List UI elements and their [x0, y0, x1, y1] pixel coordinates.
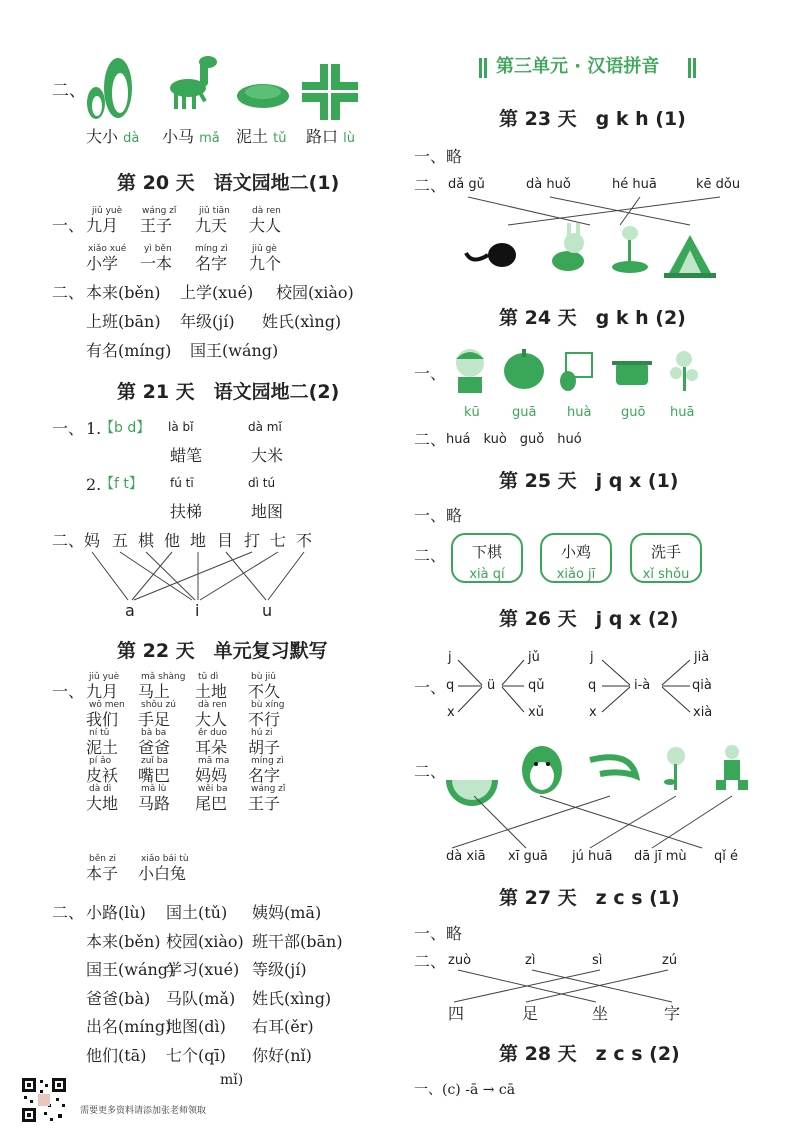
picture-word-4: [306, 129, 355, 145]
answer-item: 班干部(bān): [252, 931, 343, 951]
picture-word-2: [162, 129, 220, 145]
pinyin: fú tī: [170, 476, 194, 490]
vowel: u: [262, 601, 273, 620]
letter-bracket: 【f t】: [100, 476, 143, 492]
char: 棋: [138, 531, 155, 550]
pinyin: wáng zǐ: [251, 784, 286, 794]
answer-item: 有名(míng): [86, 341, 172, 360]
answer-line: 一、(c) -ā → cā: [414, 1082, 516, 1098]
answer-item: 国王(wáng): [190, 341, 279, 360]
word: 爸爸: [138, 738, 171, 757]
word: 大人: [249, 216, 282, 235]
item-number: 1.: [86, 419, 102, 438]
word: 妈妈: [195, 766, 228, 785]
word: 土地: [195, 682, 228, 701]
pinyin: jú huā: [572, 849, 613, 864]
answer-item: 校园(xiào): [276, 283, 354, 302]
initial: j: [590, 650, 594, 665]
pinyin: xiǎo bái tù: [141, 854, 189, 864]
answer-item: 年级(jí): [180, 312, 235, 331]
d27-matching: [440, 968, 700, 1006]
penguin-image: [522, 746, 562, 794]
pinyin: guā: [512, 405, 537, 420]
pinyin: guō: [621, 405, 646, 420]
pinyin: hé huā: [612, 177, 657, 192]
word: 蜡笔: [170, 446, 203, 465]
answer-item: 学习(xué): [166, 960, 240, 979]
pinyin: hú zi: [251, 728, 273, 738]
pinyin: bù jiǔ: [251, 672, 276, 682]
char: 七: [270, 531, 287, 550]
word-pinyin: lù: [343, 131, 355, 146]
word: 小白兔: [138, 864, 187, 883]
pinyin: mā ma: [198, 756, 230, 766]
crossroad-image: [302, 64, 358, 120]
rabbit-drum-image: [552, 223, 584, 271]
spelling-diagram: [440, 648, 730, 724]
answer-item: 他们(tā): [86, 1045, 147, 1065]
answer-item: 七个(qī): [166, 1045, 226, 1065]
word: 皮袄: [86, 766, 119, 785]
pinyin: yì běn: [144, 244, 172, 254]
day27-title: 第 27 天 z c s (1): [499, 887, 680, 909]
word: 马上: [138, 682, 171, 701]
cut-off-text: mǐ): [220, 1072, 244, 1088]
pot-image: [612, 361, 652, 385]
answer-box: [451, 533, 523, 583]
word-cn: 泥土: [236, 127, 269, 146]
pinyin: kē dǒu: [696, 177, 741, 192]
answer-item: 校园(xiào): [166, 931, 244, 951]
initial: x: [447, 705, 455, 720]
word: 九天: [195, 216, 228, 235]
picture-word-3: [236, 129, 286, 145]
pinyin: xī guā: [508, 849, 548, 864]
section-marker: 二、: [414, 952, 447, 971]
section-marker: 二、: [414, 176, 447, 195]
syllable: xià: [693, 705, 713, 720]
pinyin: zuò: [448, 953, 472, 968]
pinyin: là bǐ: [168, 420, 194, 434]
section-marker: 一、略: [414, 506, 463, 525]
word: 胡子: [248, 738, 281, 757]
pinyin: wǒ men: [89, 700, 125, 710]
day25-title: 第 25 天 j q x (1): [499, 470, 679, 492]
word: 大地: [86, 794, 119, 813]
answer-item: 爸爸(bà): [86, 988, 151, 1008]
word: 名字: [195, 254, 228, 273]
pinyin: kū: [464, 405, 480, 420]
day21-title: 第 21 天 语文园地二(2): [117, 381, 340, 403]
pinyin: míng zì: [251, 756, 284, 766]
picture-row: [78, 48, 398, 123]
letter-bracket: 【b d】: [100, 420, 151, 436]
pinyin: wáng zǐ: [142, 206, 177, 216]
day24-title: 第 24 天 g k h (2): [499, 307, 686, 329]
pinyin: dà ren: [252, 206, 281, 216]
pinyin: jiǔ yuè: [89, 672, 120, 682]
crying-child-image: [456, 349, 484, 393]
horse-image: [170, 56, 217, 109]
word: 马路: [138, 794, 171, 813]
answer-item: 国土(tǔ): [166, 903, 228, 922]
answer-item: 马队(mǎ): [166, 988, 236, 1008]
word-cn: 大小: [86, 127, 119, 146]
pinyin: sì: [592, 953, 603, 968]
d24-pictures: [440, 343, 710, 395]
initial: q: [588, 678, 597, 693]
mud-image: [237, 84, 289, 108]
pinyin: mǎ lù: [141, 784, 167, 794]
word: 名字: [248, 766, 281, 785]
syllable: jǔ: [528, 650, 540, 665]
answer-item: 上班(bān): [86, 312, 161, 331]
footer-note: 需要更多资料请添加张老师领取: [80, 1106, 207, 1116]
section-marker: 一、: [52, 682, 85, 701]
section-marker: 一、: [414, 364, 447, 383]
syllable: xǔ: [528, 705, 544, 720]
pinyin: qǐ é: [714, 849, 738, 864]
day23-title: 第 23 天 g k h (1): [499, 108, 686, 130]
pinyin: jiǔ tiān: [199, 206, 230, 216]
shrimp-image: [590, 757, 636, 776]
pinyin: mǎ shàng: [141, 672, 186, 682]
pinyin: zì: [525, 953, 536, 968]
pinyin: dà ren: [198, 700, 227, 710]
pinyin: huà: [567, 405, 592, 420]
char: 不: [296, 531, 313, 550]
pinyin: jiǔ gè: [252, 244, 277, 254]
answer-item: 本来(běn): [86, 931, 161, 951]
section-marker: 二、: [414, 546, 447, 565]
painting-image: [560, 353, 592, 391]
section-marker: 二、: [52, 531, 85, 550]
answer-item: 姨妈(mā): [252, 903, 322, 922]
pinyin: huā: [670, 405, 695, 420]
section-marker: 二、: [52, 903, 85, 922]
char: 目: [217, 531, 234, 550]
d26-matching: [440, 740, 760, 852]
char: 五: [112, 531, 129, 550]
answer-box: [540, 533, 612, 583]
section-marker: 二、: [52, 81, 86, 101]
pinyin: tǔ dì: [198, 672, 219, 682]
day20-title: 第 20 天 语文园地二(1): [117, 172, 340, 194]
char: 地: [190, 531, 207, 550]
day26-title: 第 26 天 j q x (2): [499, 608, 679, 630]
vowel: a: [125, 601, 135, 620]
char: 他: [164, 531, 181, 550]
pinyin: zuǐ ba: [141, 756, 169, 766]
char: 妈: [84, 531, 101, 550]
word-pinyin: tǔ: [273, 131, 287, 146]
pumpkin-image: [504, 349, 544, 389]
item-number: 2.: [86, 475, 102, 494]
day28-title: 第 28 天 z c s (2): [499, 1043, 680, 1065]
word: 大米: [251, 446, 284, 465]
word: 泥土: [86, 738, 119, 757]
tadpole-image: [466, 243, 516, 267]
box-pinyin: xǐ shǒu: [642, 567, 690, 582]
answer-item: 姓氏(xìng): [262, 312, 342, 331]
pinyin: zú: [662, 953, 678, 968]
char: 坐: [592, 1004, 609, 1023]
answer-box: [630, 533, 702, 583]
pinyin: pí ǎo: [89, 756, 112, 766]
syllable: jià: [694, 650, 710, 665]
answer-item: 本来(běn): [86, 283, 161, 302]
word: 王子: [248, 794, 281, 813]
pinyin: dǎ gǔ: [448, 177, 485, 192]
section-marker: 一、略: [414, 924, 463, 943]
pinyin: jiǔ yuè: [92, 206, 123, 216]
pinyin: běn zi: [89, 854, 117, 864]
pinyin: bù xíng: [251, 700, 285, 710]
flower-image: [670, 351, 698, 391]
watermelon-image: [446, 780, 498, 806]
pinyin: wěi ba: [198, 784, 228, 794]
box-pinyin: xiǎo jī: [556, 567, 596, 582]
final: i-à: [634, 678, 651, 693]
section-marker: 二、: [52, 283, 85, 302]
word-cn: 路口: [306, 127, 339, 146]
penguins-image: [87, 58, 132, 119]
child-blocks-image: [716, 745, 748, 790]
section-marker: 一、: [52, 216, 85, 235]
frog-lotus-image: [612, 226, 648, 273]
pinyin: dì tú: [248, 476, 276, 490]
word: 不久: [248, 682, 281, 701]
section-marker: 一、: [52, 419, 85, 438]
matching-lines: [80, 550, 320, 605]
pinyin: dà dì: [89, 784, 112, 794]
char: 打: [244, 531, 261, 550]
answer-item: 地图(dì): [166, 1017, 226, 1036]
syllable: qǔ: [528, 678, 545, 693]
initial: j: [448, 650, 452, 665]
word: 九月: [86, 682, 119, 701]
word: 九月: [86, 216, 119, 235]
vowel: i: [195, 601, 200, 620]
box-word: 小鸡: [560, 543, 591, 561]
unit-title: 第三单元 · 汉语拼音: [496, 56, 660, 77]
pinyin: dā jī mù: [634, 849, 687, 864]
word: 手足: [138, 710, 171, 729]
qr-code-image: [20, 1076, 68, 1124]
word: 扶梯: [170, 502, 203, 521]
word-pinyin: mǎ: [199, 131, 220, 146]
section-marker: 二、: [414, 430, 447, 449]
pinyin: dà mǐ: [248, 420, 282, 434]
word-cn: 小马: [162, 127, 195, 146]
pinyin: bà ba: [141, 728, 167, 738]
pinyin: shǒu zú: [141, 700, 176, 710]
day22-title: 第 22 天 单元复习默写: [117, 640, 328, 662]
char: 四: [448, 1004, 465, 1023]
box-word: 下棋: [471, 543, 502, 561]
word: 小学: [86, 254, 119, 273]
syllable: qià: [692, 678, 712, 693]
box-pinyin: xià qí: [469, 567, 505, 582]
pinyin: míng zì: [195, 244, 228, 254]
initial: x: [589, 705, 597, 720]
word: 耳朵: [195, 738, 228, 757]
pinyin: dà xiā: [446, 849, 486, 864]
word-pinyin: dà: [123, 131, 140, 146]
box-word: 洗手: [650, 543, 681, 561]
pinyin: dà huǒ: [526, 177, 571, 192]
pinyin: xiǎo xué: [88, 244, 127, 254]
section-marker: 一、: [414, 678, 447, 697]
char: 字: [664, 1004, 681, 1023]
word: 不行: [248, 710, 281, 729]
unit-banner: [479, 55, 697, 81]
word: 地图: [251, 502, 284, 521]
answer-item: 姓氏(xìng): [252, 988, 332, 1008]
word: 我们: [86, 710, 119, 729]
word: 嘴巴: [138, 766, 171, 785]
picture-word-1: [86, 129, 139, 145]
answer-item: 上学(xué): [180, 283, 254, 302]
pinyin: ěr duo: [198, 728, 228, 738]
d23-matching: [450, 195, 750, 285]
answer-item: 小路(lù): [86, 903, 146, 922]
answer-item: 你好(nǐ): [252, 1045, 312, 1065]
word: 一本: [140, 254, 173, 273]
answer-item: 右耳(ěr): [252, 1017, 314, 1036]
initial: q: [446, 678, 455, 693]
char: 足: [522, 1004, 539, 1023]
answer-item: 等级(jí): [252, 960, 307, 979]
word: 大人: [195, 710, 228, 729]
word: 九个: [249, 254, 282, 273]
final: ü: [487, 678, 496, 693]
word: 王子: [140, 216, 173, 235]
answer-item: 国王(wáng): [86, 960, 175, 979]
chrysanthemum-image: [664, 747, 685, 790]
answer-item: 出名(míng): [86, 1017, 172, 1036]
word: 本子: [86, 864, 119, 883]
answer-line: huá kuò guǒ huó: [446, 432, 582, 447]
pinyin: ní tǔ: [89, 728, 110, 738]
section-marker: 一、略: [414, 147, 463, 166]
campfire-image: [664, 235, 716, 278]
section-marker: 二、: [414, 762, 447, 781]
word: 尾巴: [195, 794, 228, 813]
